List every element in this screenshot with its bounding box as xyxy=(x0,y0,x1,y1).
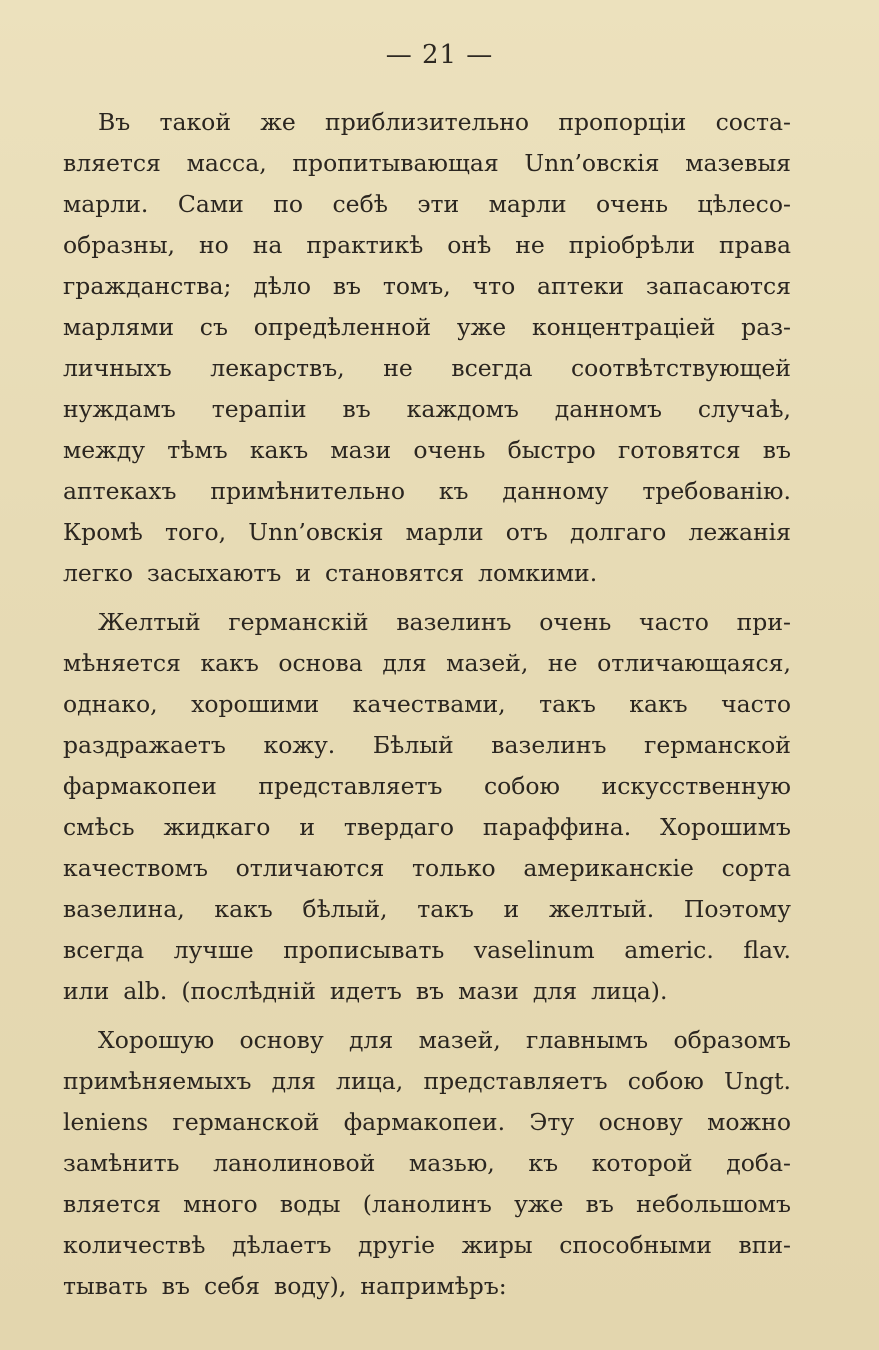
word: германскій xyxy=(228,608,369,636)
word: права xyxy=(719,231,791,259)
page-number: — 21 — xyxy=(385,40,494,70)
word: при- xyxy=(736,608,791,636)
word: и xyxy=(295,559,312,587)
word: пріобрѣли xyxy=(568,231,696,259)
word: но xyxy=(198,231,229,259)
text-line xyxy=(63,471,791,512)
word: очень xyxy=(413,436,486,464)
word: къ xyxy=(528,1149,559,1177)
word: желтый. xyxy=(548,895,655,923)
word: гражданства; xyxy=(63,272,232,300)
word: себѣ xyxy=(332,190,388,218)
word: концентраціей xyxy=(531,313,716,341)
word: мазей, xyxy=(446,649,529,677)
word: пропорціи xyxy=(558,108,687,136)
word: какъ xyxy=(249,436,309,464)
word: мѣняется xyxy=(63,649,181,677)
word: небольшомъ xyxy=(636,1190,791,1218)
word: терапіи xyxy=(211,395,307,423)
word: Хорошую xyxy=(98,1026,215,1054)
word: пропитывающая xyxy=(292,149,499,177)
word: каждомъ xyxy=(406,395,519,423)
text-line xyxy=(63,602,791,643)
word: впи- xyxy=(738,1231,791,1259)
word: какъ xyxy=(629,690,688,718)
word: не xyxy=(547,649,578,677)
word: собою xyxy=(627,1067,704,1095)
word: между xyxy=(63,436,146,464)
word: быстро xyxy=(507,436,596,464)
text-line xyxy=(63,1020,791,1061)
word: хорошими xyxy=(191,690,320,718)
word: долгаго xyxy=(569,518,667,546)
word: очень xyxy=(596,190,669,218)
word: легко xyxy=(63,559,133,587)
word: мазей, xyxy=(418,1026,501,1054)
word: какъ xyxy=(214,895,273,923)
text-line xyxy=(63,348,791,389)
word: въ xyxy=(762,436,791,464)
body-text xyxy=(63,102,791,1307)
word: марлями xyxy=(63,313,175,341)
word: Эту xyxy=(529,1108,575,1136)
word: Unn’овскія xyxy=(248,518,384,546)
word: въ xyxy=(585,1190,614,1218)
word: случаѣ, xyxy=(697,395,791,423)
word: американскіе xyxy=(523,854,694,882)
word: къ xyxy=(438,477,469,505)
word: фармакопеи xyxy=(63,772,217,800)
word: тѣмъ xyxy=(167,436,228,464)
word: томъ, xyxy=(382,272,451,300)
word: въ xyxy=(161,1272,190,1300)
word: лучше xyxy=(173,936,254,964)
word: для xyxy=(532,977,578,1005)
word: уже xyxy=(456,313,507,341)
word: на xyxy=(252,231,283,259)
paragraph xyxy=(63,102,791,594)
word: другіе xyxy=(357,1231,436,1259)
paragraph-gap xyxy=(63,1012,791,1020)
text-line xyxy=(63,143,791,184)
word: лекарствъ, xyxy=(210,354,345,382)
word: эти xyxy=(417,190,460,218)
word: leniens xyxy=(63,1108,149,1136)
word: твердаго xyxy=(343,813,455,841)
word: Хорошимъ xyxy=(660,813,791,841)
text-line xyxy=(63,1102,791,1143)
text-line xyxy=(63,225,791,266)
text-line xyxy=(63,1184,791,1225)
word: себя xyxy=(203,1272,260,1300)
word: Кромѣ xyxy=(63,518,143,546)
text-line xyxy=(63,643,791,684)
word: съ xyxy=(199,313,228,341)
word: Сами xyxy=(177,190,244,218)
word: для xyxy=(349,1026,394,1054)
word: соста- xyxy=(715,108,791,136)
word: и xyxy=(299,813,315,841)
word: сорта xyxy=(721,854,791,882)
text-line xyxy=(63,553,791,594)
text-line xyxy=(63,725,791,766)
word: часто xyxy=(639,608,709,636)
word: americ. xyxy=(624,936,714,964)
word: собою xyxy=(483,772,561,800)
word: уже xyxy=(514,1190,564,1218)
word: ланолиновой xyxy=(213,1149,376,1177)
word: вазелинъ xyxy=(491,731,607,759)
word: же xyxy=(260,108,296,136)
word: жидкаго xyxy=(163,813,271,841)
word: не xyxy=(515,231,545,259)
word: марли xyxy=(488,190,567,218)
word: онѣ xyxy=(447,231,492,259)
word: практикѣ xyxy=(306,231,424,259)
word: (ланолинъ xyxy=(362,1190,492,1218)
word: Unn’овскія xyxy=(524,149,660,177)
word: только xyxy=(412,854,496,882)
word: приблизительно xyxy=(325,108,530,136)
word: готовятся xyxy=(617,436,741,464)
word: можно xyxy=(707,1108,791,1136)
word: воду), xyxy=(273,1272,347,1300)
word: представляетъ xyxy=(258,772,443,800)
word: соотвѣтствующей xyxy=(571,354,791,382)
word: аптекахъ xyxy=(63,477,177,505)
word: напримѣръ: xyxy=(360,1272,507,1300)
text-line xyxy=(63,389,791,430)
text-line xyxy=(63,848,791,889)
word: Поэтому xyxy=(683,895,791,923)
word: опредѣленной xyxy=(253,313,432,341)
word: Бѣлый xyxy=(372,731,454,759)
text-line xyxy=(63,266,791,307)
text-line xyxy=(63,971,791,1012)
word: основу xyxy=(239,1026,324,1054)
text-line xyxy=(63,307,791,348)
word: отличаются xyxy=(235,854,385,882)
word: въ xyxy=(332,272,362,300)
text-line xyxy=(63,1143,791,1184)
word: германской xyxy=(644,731,791,759)
word: много xyxy=(183,1190,258,1218)
word: alb. xyxy=(123,977,168,1005)
word: параффина. xyxy=(482,813,632,841)
word: германской xyxy=(172,1108,320,1136)
word: качествами, xyxy=(352,690,506,718)
text-line xyxy=(63,1266,791,1307)
word: такъ xyxy=(539,690,596,718)
word: кожу. xyxy=(263,731,336,759)
word: раз- xyxy=(741,313,791,341)
text-line xyxy=(63,1061,791,1102)
text-line xyxy=(63,766,791,807)
word: отличающаяся, xyxy=(597,649,791,677)
word: марли. xyxy=(63,190,149,218)
word: ломкими. xyxy=(478,559,598,587)
word: искусственную xyxy=(601,772,791,800)
word: такъ xyxy=(417,895,474,923)
word: однако, xyxy=(63,690,158,718)
word: основа xyxy=(278,649,363,677)
text-line xyxy=(63,102,791,143)
text-line xyxy=(63,184,791,225)
word: вазелинъ xyxy=(396,608,512,636)
word: масса, xyxy=(186,149,267,177)
word: замѣнить xyxy=(63,1149,180,1177)
text-line xyxy=(63,930,791,971)
word: лица, xyxy=(336,1067,404,1095)
word: не xyxy=(383,354,413,382)
paragraph xyxy=(63,1020,791,1307)
word: того, xyxy=(165,518,227,546)
word: вляется xyxy=(63,149,161,177)
text-line xyxy=(63,512,791,553)
word: нуждамъ xyxy=(63,395,176,423)
word: vaselinum xyxy=(473,936,595,964)
word: идетъ xyxy=(329,977,402,1005)
word: очень xyxy=(539,608,612,636)
word: въ xyxy=(342,395,371,423)
word: лица). xyxy=(591,977,668,1005)
word: примѣняемыхъ xyxy=(63,1067,252,1095)
word: бѣлый, xyxy=(302,895,388,923)
text-line xyxy=(63,889,791,930)
word: для xyxy=(271,1067,316,1095)
word: мазью, xyxy=(408,1149,495,1177)
word: Въ xyxy=(98,108,131,136)
word: отъ xyxy=(505,518,548,546)
word: данному xyxy=(502,477,609,505)
word: мазевыя xyxy=(685,149,791,177)
word: цѣлесо- xyxy=(697,190,791,218)
word: раздражаетъ xyxy=(63,731,226,759)
paragraph-gap xyxy=(63,594,791,602)
word: способными xyxy=(559,1231,712,1259)
word: засыхаютъ xyxy=(146,559,282,587)
word: такой xyxy=(159,108,231,136)
word: какъ xyxy=(200,649,259,677)
text-line xyxy=(63,807,791,848)
word: или xyxy=(63,977,110,1005)
word: для xyxy=(382,649,427,677)
word: образны, xyxy=(63,231,176,259)
word: данномъ xyxy=(554,395,662,423)
word: по xyxy=(273,190,304,218)
word: запасаются xyxy=(645,272,791,300)
text-line xyxy=(63,1225,791,1266)
word: доба- xyxy=(726,1149,791,1177)
word: становятся xyxy=(325,559,465,587)
word: (послѣдній xyxy=(181,977,316,1005)
word: что xyxy=(472,272,516,300)
text-line xyxy=(63,430,791,471)
word: количествѣ xyxy=(63,1231,206,1259)
word: качествомъ xyxy=(63,854,208,882)
paragraph xyxy=(63,602,791,1012)
word: всегда xyxy=(451,354,533,382)
word: въ xyxy=(415,977,445,1005)
text-line xyxy=(63,684,791,725)
word: дѣло xyxy=(253,272,311,300)
word: прописывать xyxy=(283,936,445,964)
word: flav. xyxy=(743,936,791,964)
word: личныхъ xyxy=(63,354,172,382)
word: требованію. xyxy=(642,477,791,505)
word: которой xyxy=(591,1149,693,1177)
word: представляетъ xyxy=(423,1067,608,1095)
word: мази xyxy=(458,977,519,1005)
word: аптеки xyxy=(537,272,624,300)
word: вляется xyxy=(63,1190,161,1218)
word: всегда xyxy=(63,936,145,964)
word: часто xyxy=(721,690,791,718)
word: смѣсь xyxy=(63,813,135,841)
word: тывать xyxy=(63,1272,148,1300)
word: Ungt. xyxy=(724,1067,791,1095)
word: дѣлаетъ xyxy=(231,1231,332,1259)
word: вазелина, xyxy=(63,895,185,923)
word: жиры xyxy=(461,1231,533,1259)
word: марли xyxy=(405,518,484,546)
word: воды xyxy=(279,1190,341,1218)
word: главнымъ xyxy=(526,1026,649,1054)
word: Желтый xyxy=(98,608,201,636)
word: лежанія xyxy=(688,518,791,546)
word: основу xyxy=(598,1108,683,1136)
word: мази xyxy=(330,436,392,464)
word: примѣнительно xyxy=(210,477,405,505)
word: образомъ xyxy=(673,1026,791,1054)
word: и xyxy=(503,895,520,923)
word: фармакопеи. xyxy=(343,1108,506,1136)
